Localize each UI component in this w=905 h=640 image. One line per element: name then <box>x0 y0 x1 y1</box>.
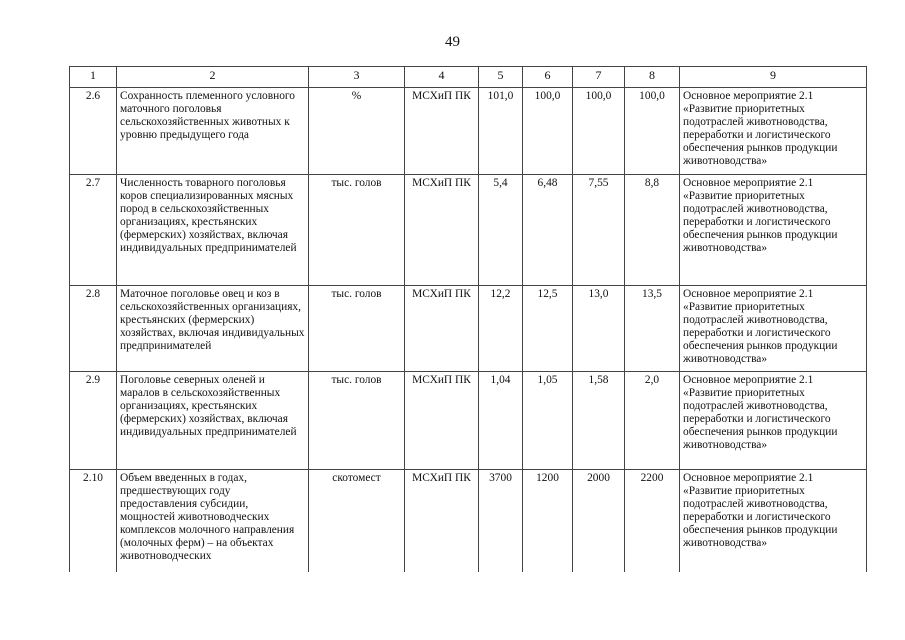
unit-cell: скотомест <box>309 470 405 572</box>
value-col8: 2200 <box>625 470 680 572</box>
header-cell-4: 4 <box>405 67 479 88</box>
indicators-table <box>69 66 867 572</box>
event-cell: Основное мероприятие 2.1 «Развитие приоритетных подотраслей животноводства, переработки и логистического обеспечения рынков продукции животноводства» <box>680 470 867 572</box>
indicator-name: Численность товарного поголовья коров специализированных мясных пород в сельскохозяйственных организациях, крестьянских (фермерских) хозяйствах, включая индивидуальных предпринимателей <box>117 175 309 286</box>
header-row <box>70 67 867 88</box>
value-col5: 5,4 <box>479 175 523 286</box>
value-col5: 101,0 <box>479 88 523 175</box>
value-col7: 7,55 <box>573 175 625 286</box>
value-col6: 1200 <box>523 470 573 572</box>
indicator-name: Сохранность племенного условного маточного поголовья сельскохозяйственных животных к уровню предыдущего года <box>117 88 309 175</box>
value-col7: 2000 <box>573 470 625 572</box>
responsible-cell: МСХиП ПК <box>405 372 479 470</box>
event-cell: Основное мероприятие 2.1 «Развитие приоритетных подотраслей животноводства, переработки и логистического обеспечения рынков продукции животноводства» <box>680 88 867 175</box>
value-col8: 100,0 <box>625 88 680 175</box>
header-cell-2: 2 <box>117 67 309 88</box>
responsible-cell: МСХиП ПК <box>405 175 479 286</box>
row-number: 2.9 <box>70 372 117 470</box>
responsible-cell: МСХиП ПК <box>405 286 479 372</box>
value-col7: 13,0 <box>573 286 625 372</box>
value-col7: 100,0 <box>573 88 625 175</box>
header-cell-9: 9 <box>680 67 867 88</box>
table-row <box>70 88 867 175</box>
unit-cell: тыс. голов <box>309 175 405 286</box>
value-col5: 12,2 <box>479 286 523 372</box>
responsible-cell: МСХиП ПК <box>405 470 479 572</box>
responsible-cell: МСХиП ПК <box>405 88 479 175</box>
table-row <box>70 372 867 470</box>
table-row <box>70 470 867 572</box>
event-cell: Основное мероприятие 2.1 «Развитие приоритетных подотраслей животноводства, переработки и логистического обеспечения рынков продукции животноводства» <box>680 372 867 470</box>
value-col6: 100,0 <box>523 88 573 175</box>
value-col8: 8,8 <box>625 175 680 286</box>
unit-cell: тыс. голов <box>309 286 405 372</box>
value-col6: 1,05 <box>523 372 573 470</box>
table-row <box>70 286 867 372</box>
value-col7: 1,58 <box>573 372 625 470</box>
row-number: 2.10 <box>70 470 117 572</box>
indicator-name: Объем введенных в годах, предшествующих году предоставления субсидии, мощностей животноводческих комплексов молочного направления (молочных ферм) – на объектах животноводческих <box>117 470 309 572</box>
value-col8: 13,5 <box>625 286 680 372</box>
value-col6: 6,48 <box>523 175 573 286</box>
event-cell: Основное мероприятие 2.1 «Развитие приоритетных подотраслей животноводства, переработки и логистического обеспечения рынков продукции животноводства» <box>680 286 867 372</box>
value-col5: 1,04 <box>479 372 523 470</box>
row-number: 2.8 <box>70 286 117 372</box>
row-number: 2.7 <box>70 175 117 286</box>
header-cell-7: 7 <box>573 67 625 88</box>
indicator-name: Маточное поголовье овец и коз в сельскохозяйственных организациях, крестьянских (фермерских) хозяйствах, включая индивидуальных предпринимателей <box>117 286 309 372</box>
unit-cell: % <box>309 88 405 175</box>
value-col8: 2,0 <box>625 372 680 470</box>
header-cell-6: 6 <box>523 67 573 88</box>
header-cell-1: 1 <box>70 67 117 88</box>
indicator-name: Поголовье северных оленей и маралов в сельскохозяйственных организациях, крестьянских (фермерских) хозяйствах, включая индивидуальных предпринимателей <box>117 372 309 470</box>
value-col5: 3700 <box>479 470 523 572</box>
unit-cell: тыс. голов <box>309 372 405 470</box>
header-cell-5: 5 <box>479 67 523 88</box>
header-cell-3: 3 <box>309 67 405 88</box>
value-col6: 12,5 <box>523 286 573 372</box>
event-cell: Основное мероприятие 2.1 «Развитие приоритетных подотраслей животноводства, переработки и логистического обеспечения рынков продукции животноводства» <box>680 175 867 286</box>
row-number: 2.6 <box>70 88 117 175</box>
table-row <box>70 175 867 286</box>
page-number: 49 <box>445 34 460 50</box>
header-cell-8: 8 <box>625 67 680 88</box>
